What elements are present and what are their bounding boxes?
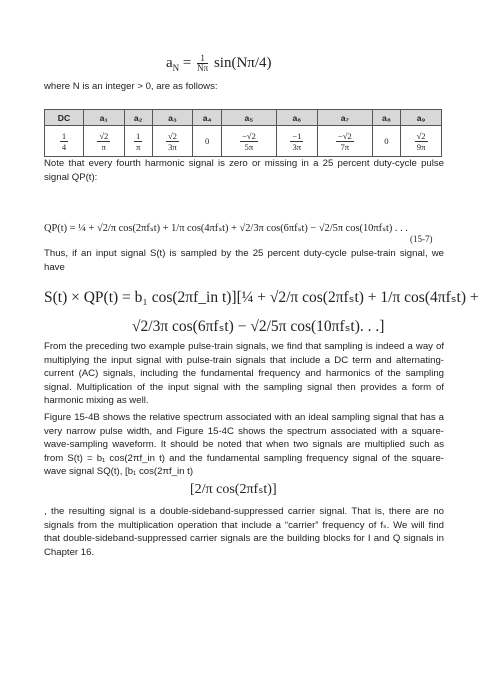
table-header-cell: a₇ <box>317 110 372 126</box>
table-cell: $\frac{√2}{9\pi}$ <box>401 126 442 157</box>
table-header-cell: a₄ <box>193 110 222 126</box>
note-text: Note that every fourth harmonic signal is zero or missing in a 25 percent duty-cycle pulse signal QP(t): <box>44 158 444 183</box>
table-header-row <box>45 110 442 126</box>
table-cell: $\frac{-1}{3\pi}$ <box>276 126 317 157</box>
table-cell: $\frac{1}{\pi}$ <box>124 126 152 157</box>
coefficient-table <box>44 109 442 157</box>
table-header-cell: a₆ <box>276 110 317 126</box>
table-cell: $\frac{-√2}{7\pi}$ <box>317 126 372 157</box>
eq-an-equals: = <box>182 54 192 71</box>
table-cell: 0 <box>193 126 222 157</box>
equation-an <box>166 54 272 73</box>
eq-an-sub: N <box>172 62 180 73</box>
table-cell: $\frac{√2}{3\pi}$ <box>152 126 193 157</box>
table-row <box>45 126 442 157</box>
equation-product-line1: S(t) × QP(t) = b₁ cos(2πf_in t)][¼ + √2/π cos(2πfₛt) + 1/π cos(4πfₛt) + <box>44 289 479 306</box>
intro-text: where N is an integer > 0, are as follows: <box>44 81 218 92</box>
paragraph-spectrum: Figure 15-4B shows the relative spectrum associated with an ideal sampling signal that has a very narrow pulse width, and Figure 15-4C shows the spectrum associated with a square-wave-sampling waveform. It should be noted that when two signals are multiplied such as from S(t) = b₁ cos(2πf_in t) and the fundamental sampling frequency signal of the square-wave signal SQ(t), [b₁ cos(2πf_in t) <box>44 412 444 478</box>
eq-an-rhs: sin(Nπ/4) <box>213 54 272 71</box>
eq-an-frac-num: 1 <box>197 54 208 64</box>
table-header-cell: a₉ <box>401 110 442 126</box>
table-header-cell: a₁ <box>83 110 124 126</box>
equation-bracket: [2/π cos(2πfₛt)] <box>190 482 277 497</box>
table-cell: $\frac{1}{4}$ <box>45 126 84 157</box>
table-cell: $\frac{√2}{\pi}$ <box>83 126 124 157</box>
equation-number: (15-7) <box>410 234 433 244</box>
table-header-cell: DC <box>45 110 84 126</box>
eq-an-lhs: a <box>166 54 173 71</box>
paragraph-sampling: From the preceding two example pulse-train signals, we find that sampling is indeed a way of multiplying the input signal with pulse-train signals that include a DC term and alternating-current (AC) signals, including the fundamental frequency and harmonics of the sampling signal. Multiplication of the input signal with the sampling signal then provides a form of harmonic mixing as well. <box>44 341 444 407</box>
table-header-cell: a₃ <box>152 110 193 126</box>
table-header-cell: a₂ <box>124 110 152 126</box>
paragraph-dsb: , the resulting signal is a double-sideband-suppressed carrier signal. That is, there are no signals from the multiplication operation that include a “carrier” frequency of fₛ. We will find that double-sideband-suppressed carrier signals are the building blocks for I and Q signals in Chapter 16. <box>44 506 444 558</box>
equation-product-line2: √2/3π cos(6πfₛt) − √2/5π cos(10πfₛt). . .] <box>132 318 385 335</box>
table-cell: 0 <box>372 126 401 157</box>
table-cell: $\frac{-√2}{5\pi}$ <box>221 126 276 157</box>
eq-an-fraction <box>197 54 208 73</box>
eq-an-frac-den: Nπ <box>197 63 209 73</box>
table-header-cell: a₈ <box>372 110 401 126</box>
table-header-cell: a₅ <box>221 110 276 126</box>
equation-qp: QP(t) = ¼ + √2/π cos(2πfₛt) + 1/π cos(4πfₛt) + √2/3π cos(6πfₛt) − √2/5π cos(10πfₛt) . . . <box>44 223 408 234</box>
thus-text: Thus, if an input signal S(t) is sampled by the 25 percent duty-cycle pulse-train signal, we have <box>44 248 444 273</box>
